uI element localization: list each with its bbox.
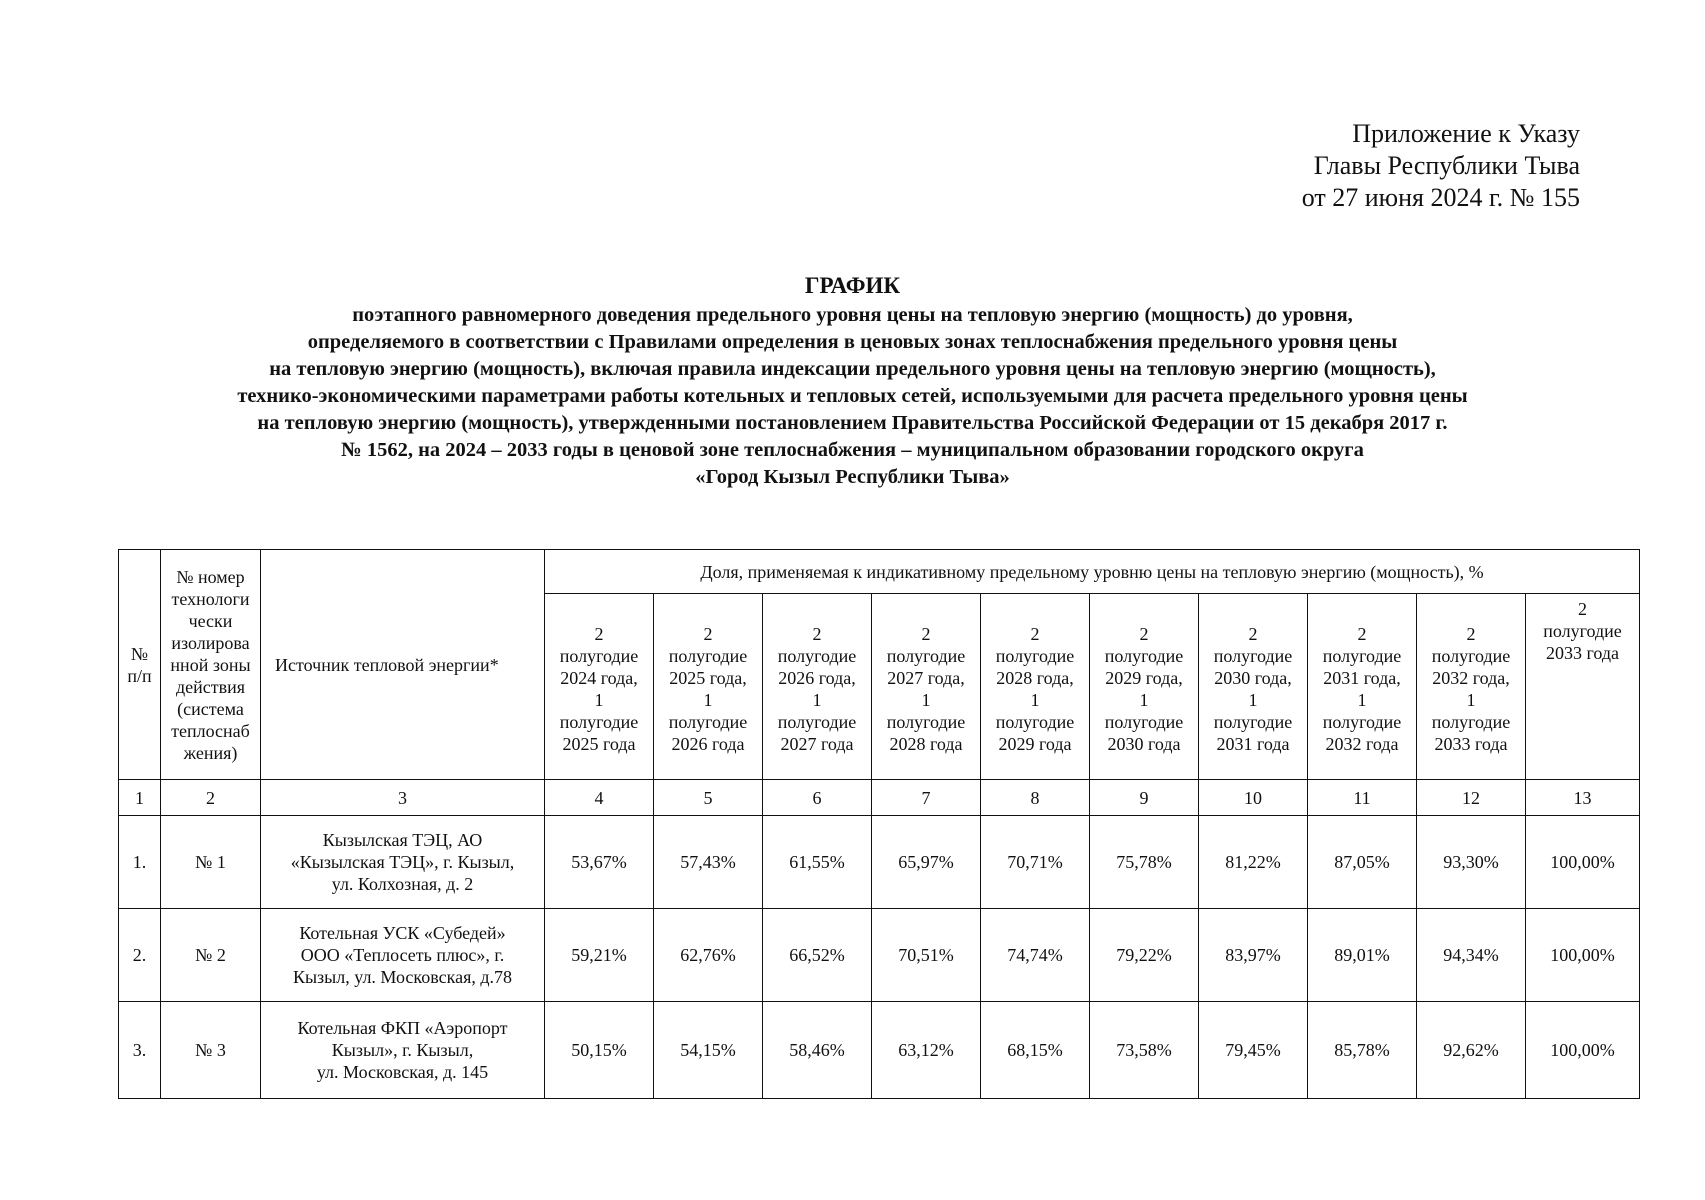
- share-value: 61,55%: [763, 816, 872, 909]
- share-value: 83,97%: [1199, 909, 1308, 1002]
- share-value: 94,34%: [1417, 909, 1526, 1002]
- share-value: 85,78%: [1308, 1002, 1417, 1099]
- table-row: [119, 1002, 1640, 1099]
- zone-number: № 2: [161, 909, 261, 1002]
- zone-number: № 1: [161, 816, 261, 909]
- zone-number: № 3: [161, 1002, 261, 1099]
- subtitle-line: технико-экономическими параметрами работы котельных и тепловых сетей, используемыми для расчета предельного уровня цены: [237, 385, 1468, 407]
- share-value: 66,52%: [763, 909, 872, 1002]
- share-value: 70,51%: [872, 909, 981, 1002]
- period-header: 2 полугодие 2029 года, 1 полугодие 2030 года: [1090, 594, 1199, 780]
- row-number: 3.: [119, 1002, 161, 1099]
- period-header: 2 полугодие 2031 года, 1 полугодие 2032 года: [1308, 594, 1417, 780]
- share-value: 54,15%: [654, 1002, 763, 1099]
- subtitle-line: «Город Кызыл Республики Тыва»: [695, 466, 1010, 488]
- table-row: [119, 816, 1640, 909]
- subtitle-line: поэтапного равномерного доведения предельного уровня цены на тепловую энергию (мощность) до уровня,: [352, 304, 1353, 326]
- share-value: 92,62%: [1417, 1002, 1526, 1099]
- header-row: [119, 550, 1640, 594]
- share-value: 68,15%: [981, 1002, 1090, 1099]
- row-number: 1.: [119, 816, 161, 909]
- column-number: 5: [654, 780, 763, 816]
- period-header: 2 полугодие 2032 года, 1 полугодие 2033 года: [1417, 594, 1526, 780]
- heat-source: Кызылская ТЭЦ, АО «Кызылская ТЭЦ», г. Кызыл, ул. Колхозная, д. 2: [261, 816, 545, 909]
- header-share: Доля, применяемая к индикативному предельному уровню цены на тепловую энергию (мощность), %: [545, 550, 1640, 594]
- column-number: 13: [1526, 780, 1640, 816]
- column-number: 10: [1199, 780, 1308, 816]
- header-num: № п/п: [119, 550, 161, 780]
- share-value: 59,21%: [545, 909, 654, 1002]
- share-value: 100,00%: [1526, 909, 1640, 1002]
- header-source: Источник тепловой энергии*: [261, 550, 545, 780]
- share-value: 75,78%: [1090, 816, 1199, 909]
- period-header: 2 полугодие 2033 года: [1526, 594, 1640, 780]
- share-value: 100,00%: [1526, 1002, 1640, 1099]
- heat-source: Котельная ФКП «Аэропорт Кызыл», г. Кызыл, ул. Московская, д. 145: [261, 1002, 545, 1099]
- row-number: 2.: [119, 909, 161, 1002]
- period-header: 2 полугодие 2024 года, 1 полугодие 2025 года: [545, 594, 654, 780]
- share-value: 81,22%: [1199, 816, 1308, 909]
- column-number: 4: [545, 780, 654, 816]
- column-number: 1: [119, 780, 161, 816]
- document-title: ГРАФИК: [804, 273, 901, 298]
- column-number: 7: [872, 780, 981, 816]
- column-number: 3: [261, 780, 545, 816]
- appendix-line: Главы Республики Тыва: [1313, 151, 1580, 180]
- appendix-line: Приложение к Указу: [1352, 119, 1580, 148]
- period-header: 2 полугодие 2030 года, 1 полугодие 2031 года: [1199, 594, 1308, 780]
- share-value: 87,05%: [1308, 816, 1417, 909]
- period-header: 2 полугодие 2026 года, 1 полугодие 2027 года: [763, 594, 872, 780]
- share-value: 62,76%: [654, 909, 763, 1002]
- column-number: 11: [1308, 780, 1417, 816]
- heat-source: Котельная УСК «Субедей» ООО «Теплосеть плюс», г. Кызыл, ул. Московская, д.78: [261, 909, 545, 1002]
- share-value: 74,74%: [981, 909, 1090, 1002]
- share-value: 89,01%: [1308, 909, 1417, 1002]
- share-value: 79,45%: [1199, 1002, 1308, 1099]
- column-number-row: [119, 780, 1640, 816]
- share-value: 70,71%: [981, 816, 1090, 909]
- subtitle-line: на тепловую энергию (мощность), утвержденными постановлением Правительства Российской Федерации от 15 декабря 2017 г.: [257, 412, 1448, 434]
- table-row: [119, 909, 1640, 1002]
- share-value: 58,46%: [763, 1002, 872, 1099]
- appendix-header: [1150, 118, 1580, 214]
- period-header: 2 полугодие 2028 года, 1 полугодие 2029 года: [981, 594, 1090, 780]
- price-schedule-table: [118, 549, 1640, 1099]
- document-title-block: [60, 270, 1645, 491]
- header-zone: № номер технологи чески изолирова нной зоны действия (система теплоснаб жения): [161, 550, 261, 780]
- column-number: 12: [1417, 780, 1526, 816]
- appendix-line: от 27 июня 2024 г. № 155: [1301, 183, 1580, 212]
- share-value: 50,15%: [545, 1002, 654, 1099]
- column-number: 8: [981, 780, 1090, 816]
- subtitle-line: определяемого в соответствии с Правилами определения в ценовых зонах теплоснабжения предельного уровня цены: [307, 331, 1398, 353]
- share-value: 73,58%: [1090, 1002, 1199, 1099]
- column-number: 2: [161, 780, 261, 816]
- subtitle-line: № 1562, на 2024 – 2033 годы в ценовой зоне теплоснабжения – муниципальном образовании городского округа: [341, 439, 1364, 461]
- period-header: 2 полугодие 2027 года, 1 полугодие 2028 года: [872, 594, 981, 780]
- share-value: 63,12%: [872, 1002, 981, 1099]
- subtitle-line: на тепловую энергию (мощность), включая правила индексации предельного уровня цены на тепловую энергию (мощность),: [269, 358, 1436, 380]
- share-value: 93,30%: [1417, 816, 1526, 909]
- share-value: 79,22%: [1090, 909, 1199, 1002]
- share-value: 53,67%: [545, 816, 654, 909]
- column-number: 6: [763, 780, 872, 816]
- column-number: 9: [1090, 780, 1199, 816]
- period-header: 2 полугодие 2025 года, 1 полугодие 2026 года: [654, 594, 763, 780]
- share-value: 65,97%: [872, 816, 981, 909]
- share-value: 57,43%: [654, 816, 763, 909]
- share-value: 100,00%: [1526, 816, 1640, 909]
